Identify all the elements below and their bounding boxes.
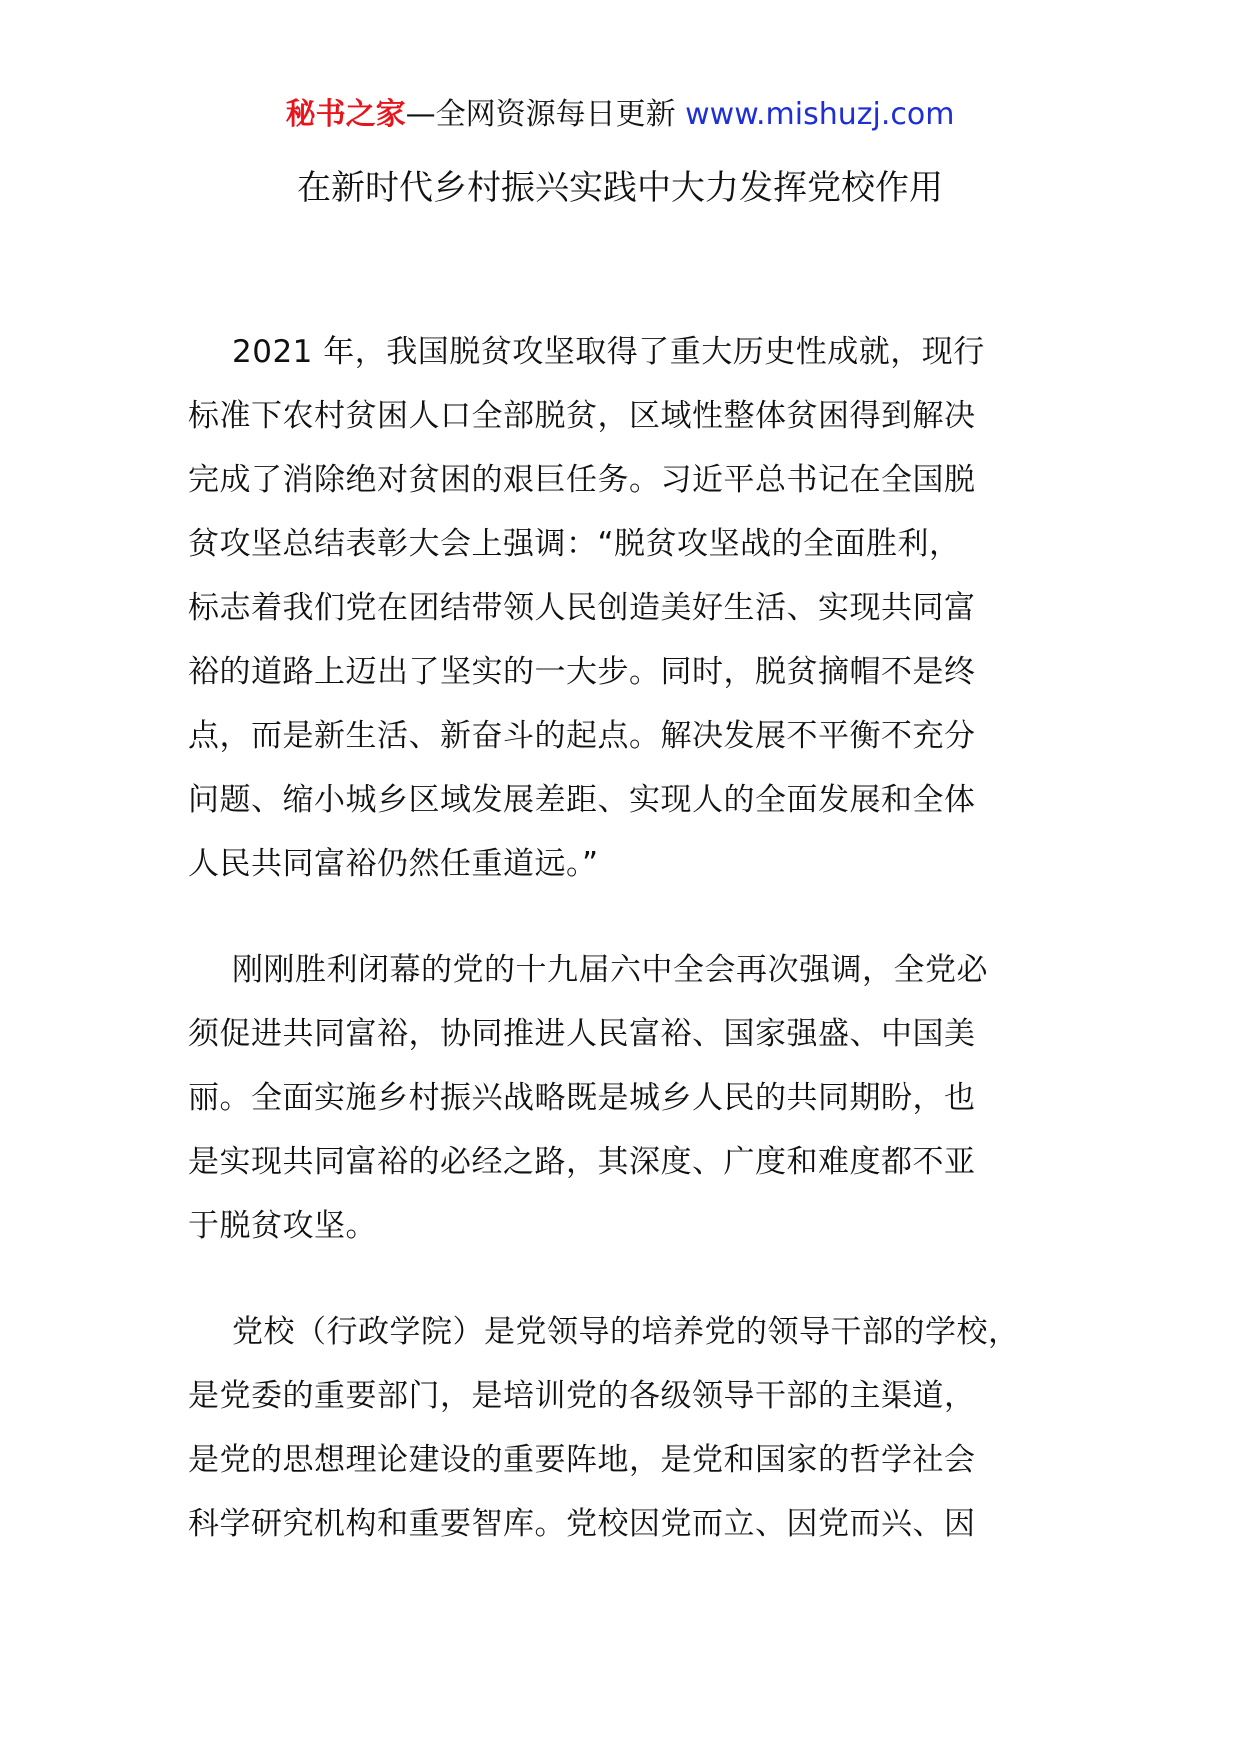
paragraph-line: 须促进共同富裕，协同推进人民富裕、国家强盛、中国美 [188, 1016, 976, 1052]
paragraph-line: 刚刚胜利闭幕的党的十九届六中全会再次强调，全党必 [232, 952, 988, 988]
paragraph-line: 是党的思想理论建设的重要阵地，是党和国家的哲学社会 [188, 1442, 976, 1478]
paragraph-line: 人民共同富裕仍然任重道远。” [188, 846, 599, 882]
paragraph-line: 是实现共同富裕的必经之路，其深度、广度和难度都不亚 [188, 1144, 976, 1180]
document-body [188, 320, 1088, 1598]
paragraph-3 [188, 1300, 1088, 1556]
paragraph-line: 点，而是新生活、新奋斗的起点。解决发展不平衡不充分 [188, 718, 976, 754]
paragraph-line: 科学研究机构和重要智库。党校因党而立、因党而兴、因 [188, 1506, 976, 1542]
paragraph-line: 是党委的重要部门，是培训党的各级领导干部的主渠道， [188, 1378, 976, 1414]
paragraph-line: 2021 年，我国脱贫攻坚取得了重大历史性成就，现行 [232, 334, 985, 370]
paragraph-line: 党校（行政学院）是党领导的培养党的领导干部的学校， [232, 1314, 1020, 1350]
paragraph-line: 问题、缩小城乡区域发展差距、实现人的全面发展和全体 [188, 782, 976, 818]
paragraph-line: 贫攻坚总结表彰大会上强调：“脱贫攻坚战的全面胜利， [188, 526, 961, 562]
paragraph-line: 于脱贫攻坚。 [188, 1208, 377, 1244]
document-title: 在新时代乡村振兴实践中大力发挥党校作用 [297, 168, 943, 208]
paragraph-line: 完成了消除绝对贫困的艰巨任务。习近平总书记在全国脱 [188, 462, 976, 498]
paragraph-line: 标志着我们党在团结带领人民创造美好生活、实现共同富 [188, 590, 976, 626]
site-brand: 秘书之家 [285, 97, 406, 132]
paragraph-2 [188, 938, 1088, 1258]
paragraph-line: 丽。全面实施乡村振兴战略既是城乡人民的共同期盼，也 [188, 1080, 976, 1116]
page-header [0, 95, 1240, 135]
paragraph-line: 裕的道路上迈出了坚实的一大步。同时，脱贫摘帽不是终 [188, 654, 976, 690]
paragraph-1 [188, 320, 1088, 896]
paragraph-line: 标准下农村贫困人口全部脱贫，区域性整体贫困得到解决 [188, 398, 976, 434]
site-tagline: —全网资源每日更新 [405, 97, 676, 132]
site-url-link[interactable]: www.mishuzj.com [685, 97, 955, 132]
